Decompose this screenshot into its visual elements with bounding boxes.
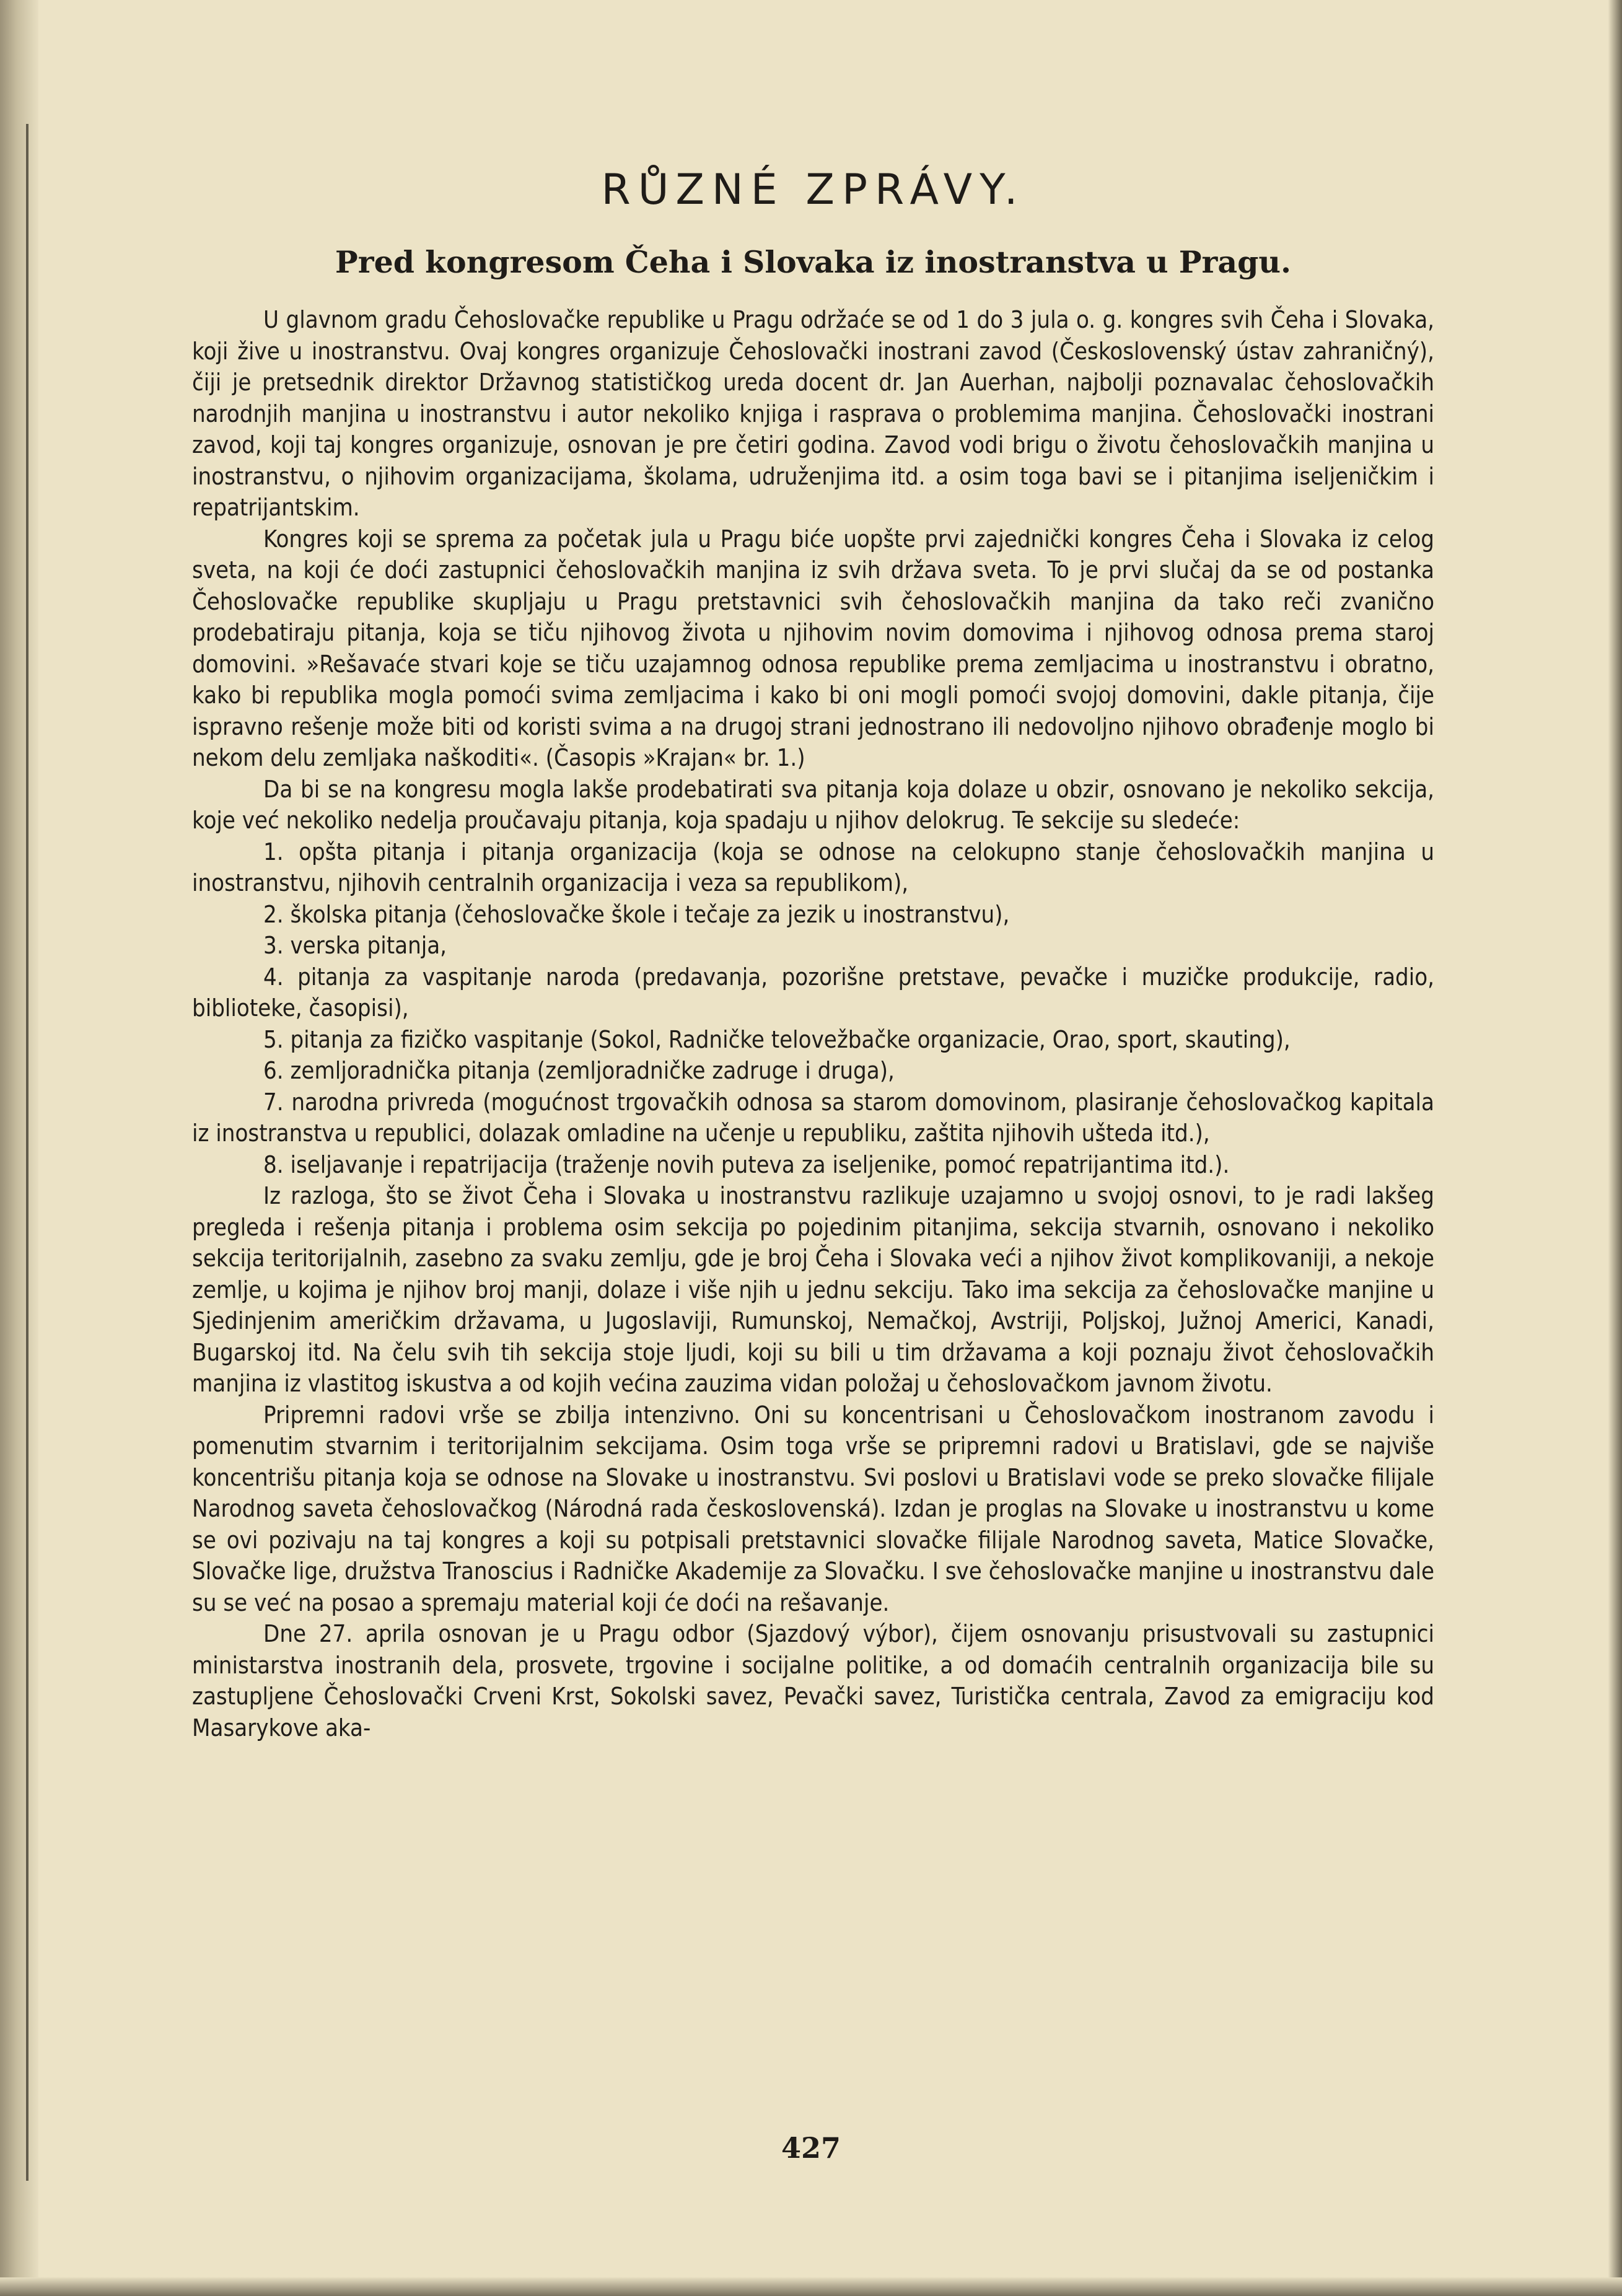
list-item: 6. zemljoradnička pitanja (zemljoradničke zadruge i druga), xyxy=(263,1057,895,1085)
page-right-edge xyxy=(1608,0,1622,2296)
page-content xyxy=(192,167,1434,1743)
list-item: 5. pitanja za fizičko vaspitanje (Sokol, Radničke telovežbačke organizacie, Orao, sport, skauting), xyxy=(263,1025,1291,1053)
paragraph: Da bi se na kongresu mogla lakše prodebatirati sva pitanja koja dolaze u obzir, osnovano je nekoliko sekcija, koje već nekoliko nedelja proučavaju pitanja, koja spadaju u njihov delokrug. Te sekcije su sledeće: xyxy=(192,775,1434,835)
paragraph: Kongres koji se sprema za početak jula u Pragu biće uopšte prvi zajednički kongres Čeha i Slovaka iz celog sveta, na koji će doći zastupnici čehoslovačkih manjina iz svih država sveta. To je prvi slučaj da se od postanka Čehoslovačke republike skupljaju u Pragu pretstavnici svih čehoslovačkih manjina da tako reči zvanično prodebatiraju pitanja, koja se tiču njihovog života u njihovim novim domovima i njihovog odnosa prema staroj domovini. »Rešavaće stvari koje se tiču uzajamnog odnosa republike prema zemljacima u inostranstvu i obratno, kako bi republika mogla pomoći svima zemljacima i kako bi oni mogli pomoći svojoj domovini, dakle pitanja, čije ispravno rešenje može biti od koristi svima a na drugoj strani jednostrano ili nedovoljno njihovo obrađenje moglo bi nekom delu zemljaka naškoditi«. (Časopis »Krajan« br. 1.) xyxy=(192,525,1434,772)
list-item: 4. pitanja za vaspitanje naroda (predavanja, pozorišne pretstave, pevačke i muzičke produkcije, radio, biblioteke, časopisi), xyxy=(192,963,1434,1022)
list-item: 3. verska pitanja, xyxy=(263,932,447,960)
list-item: 7. narodna privreda (mogućnost trgovačkih odnosa sa starom domovinom, plasiranje čehoslovačkog kapitala iz inostranstva u republici, dolazak omladine na učenje u republiku, zaštita njihovih ušteda itd.), xyxy=(192,1088,1434,1147)
list-item: 2. školska pitanja (čehoslovačke škole i tečaje za jezik u inostranstvu), xyxy=(263,900,1010,928)
binding-line xyxy=(26,124,28,2181)
paragraph: U glavnom gradu Čehoslovačke republike u Pragu održaće se od 1 do 3 jula o. g. kongres svih Čeha i Slovaka, koji žive u inostranstvu. Ovaj kongres organizuje Čehoslovački inostrani zavod (Československý ústav zahraničný), čiji je pretsednik direktor Državnog statističkog ureda docent dr. Jan Auerhan, najbolji poznavalac čehoslovačkih narodnjih manjina u inostranstvu i autor nekoliko knjiga i rasprava o problemima manjina. Čehoslovački inostrani zavod, koji taj kongres organizuje, osnovan je pre četiri godina. Zavod vodi brigu o životu čehoslovačkih manjina u inostranstvu, o njihovim organizacijama, školama, udruženjima itd. a osim toga bavi se i pitanjima iseljeničkim i repatrijantskim. xyxy=(192,306,1434,522)
page-number: 427 xyxy=(781,2131,841,2165)
binding-shadow xyxy=(0,0,38,2296)
article-title: Pred kongresom Čeha i Slovaka iz inostranstva u Pragu. xyxy=(335,243,1292,280)
list-item: 8. iseljavanje i repatrijacija (traženje novih puteva za iseljenike, pomoć repatrijantima itd.). xyxy=(263,1150,1230,1178)
page-bottom-edge xyxy=(0,2277,1622,2296)
paragraph: Dne 27. aprila osnovan je u Pragu odbor (Sjazdový výbor), čijem osnovanju prisustvovali su zastupnici ministarstva inostranih dela, prosvete, trgovine i socijalne politike, a od domaćih centralnih organizacija bile su zastupljene Čehoslovački Crveni Krst, Sokolski savez, Pevački savez, Turistička centrala, Zavod za emigraciju kod Masarykove aka- xyxy=(192,1620,1434,1742)
paragraph: Pripremni radovi vrše se zbilja intenzivno. Oni su koncentrisani u Čehoslovačkom inostranom zavodu i pomenutim stvarnim i teritorijalnim sekcijama. Osim toga vrše se pripremni radovi u Bratislavi, gde se najviše koncentrišu pitanja koja se odnose na Slovake u inostranstvu. Svi poslovi u Bratislavi vode se preko slovačke filijale Narodnog saveta čehoslovačkog (Národná rada československá). Izdan je proglas na Slovake u inostranstvu u kome se ovi pozivaju na taj kongres a koji su potpisali pretstavnici slovačke filijale Narodnog saveta, Matice Slovačke, Slovačke lige, družstva Tranoscius i Radničke Akademije za Slovačku. I sve čehoslovačke manjine u inostranstvu dale su se već na posao a spremaju material koji će doći na rešavanje. xyxy=(192,1401,1434,1616)
section-title: RŮZNÉ ZPRÁVY. xyxy=(601,165,1025,214)
article-body xyxy=(192,304,1434,1743)
list-item: 1. opšta pitanja i pitanja organizacija (koja se odnose na celokupno stanje čehoslovačkih manjina u inostranstvu, njihovih centralnih organizacija i veza sa republikom), xyxy=(192,838,1434,897)
sections-list xyxy=(192,836,1434,1181)
paragraph: Iz razloga, što se život Čeha i Slovaka u inostranstvu razlikuje uzajamno u svojoj osnovi, to je radi lakšeg pregleda i rešenja pitanja i problema osim sekcija po pojedinim pitanjima, sekcija stvarnih, osnovano i nekoliko sekcija teritorijalnih, zasebno za svaku zemlju, gde je broj Čeha i Slovaka veći a njihov život komplikovaniji, a nekoje zemlje, u kojima je njihov broj manji, dolaze i više njih u jednu sekciju. Tako ima sekcija za čehoslovačke manjine u Sjedinjenim američkim državama, u Jugoslaviji, Rumunskoj, Nemačkoj, Avstriji, Poljskoj, Južnoj Americi, Kanadi, Bugarskoj itd. Na čelu svih tih sekcija stoje ljudi, koji su bili u tim državama a koji poznaju život čehoslovačkih manjina iz vlastitog iskustva a od kojih većina zauzima vidan položaj u čehoslovačkom javnom životu. xyxy=(192,1182,1434,1398)
